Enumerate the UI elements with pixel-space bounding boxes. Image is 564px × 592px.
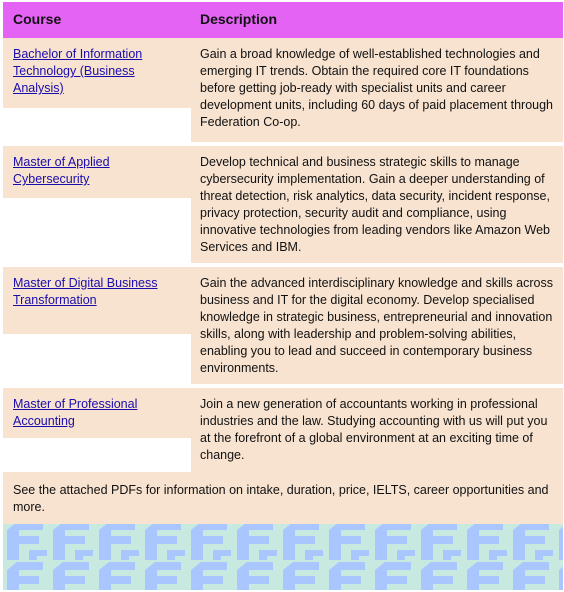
course-link-master-professional-accounting[interactable]: Master of Professional Accounting	[13, 397, 138, 428]
course-link-bachelor-it-business-analysis[interactable]: Bachelor of Information Technology (Business Analysis)	[13, 47, 143, 95]
course-cell	[3, 267, 191, 334]
course-cell	[3, 146, 191, 198]
course-link-master-applied-cybersecurity[interactable]: Master of Applied Cybersecurity	[13, 155, 110, 186]
table-row	[3, 388, 563, 472]
course-link-master-digital-business-transformation[interactable]: Master of Digital Business Transformation	[13, 276, 158, 307]
description-cell: Gain a broad knowledge of well-established technologies and emerging IT trends. Obtain the required core IT foundations before getting job-ready with specialist units and career development units, including 60 days of paid placement through Federation Co-op.	[191, 38, 563, 142]
federation-logo-pattern-icon	[3, 524, 563, 590]
header-course: Course	[13, 11, 62, 27]
course-cell	[3, 388, 191, 438]
description-cell: Join a new generation of accountants working in professional industries and the law. Studying accounting with us will put you at the forefront of a global environment at an exciting time of change.	[191, 388, 563, 472]
footer-note: See the attached PDFs for information on intake, duration, price, IELTS, career opportunities and more.	[3, 472, 563, 524]
header-description: Description	[200, 11, 278, 27]
description-cell: Gain the advanced interdisciplinary knowledge and skills across business and IT for the digital economy. Develop specialised knowledge in strategic business, entrepreneurial and innovation skills, along with leadership and problem-solving abilities, enabling you to lead and succeed in contemporary business environments.	[191, 267, 563, 384]
course-table	[3, 2, 563, 590]
course-cell	[3, 38, 191, 108]
table-header	[3, 2, 563, 38]
table-row	[3, 146, 563, 263]
table-row	[3, 267, 563, 384]
description-cell: Develop technical and business strategic skills to manage cybersecurity implementation. Gain a deeper understanding of threat detection, risk analytics, data security, incident response, privacy protection, security audit and compliance, using innovative technologies from leading vendors like Amazon Web Services and IBM.	[191, 146, 563, 263]
table-row	[3, 38, 563, 142]
